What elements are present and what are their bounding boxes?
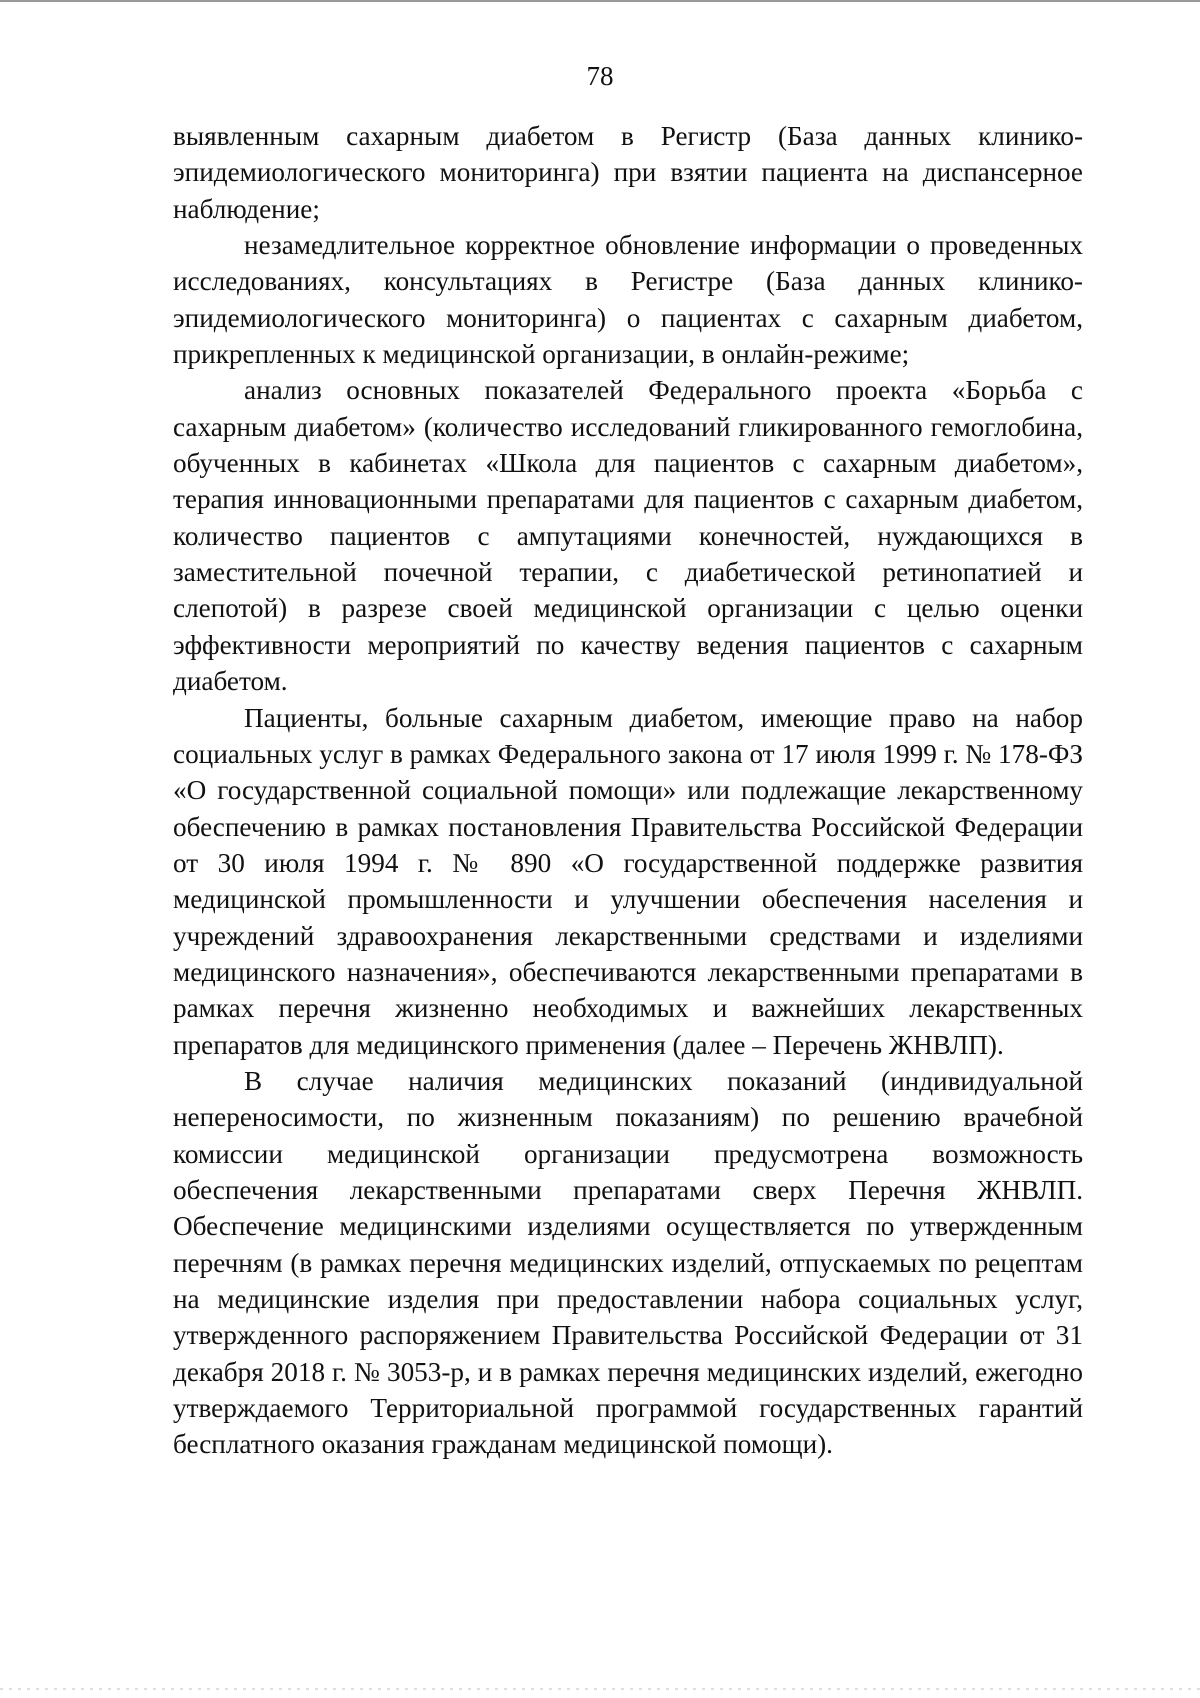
paragraph-social-services: Пациенты, больные сахарным диабетом, имеющие право на набор социальных услуг в рамках Федерального закона от 17 июля 1999 г. № 178-ФЗ «О государственной социальной помощи» или подлежащие лекарственному обеспечению в рамках постановления Правительства Российской Федерации от 30 июля 1994 г. № 890 «О государственной поддержке развития медицинской промышленности и улучшении обеспечения населения и учреждений здравоохранения лекарственными средствами и изделиями медицинского назначения», обеспечиваются лекарственными препаратами в рамках перечня жизненно необходимых и важнейших лекарственных препаратов для медицинского применения (далее – Перечень ЖНВЛП). xyxy=(173,702,1083,1060)
page-bottom-edge xyxy=(0,1688,1200,1690)
paragraph-indicators-analysis: анализ основных показателей Федерального проекта «Борьба с сахарным диабетом» (количество исследований гликированного гемоглобина, обученных в кабинетах «Школа для пациентов с сахарным диабетом», терапия инновационными препаратами для пациентов с сахарным диабетом, количество пациентов с ампутациями конечностей, нуждающихся в заместительной почечной терапии, с диабетической ретинопатией и слепотой) в разрезе своей медицинской организации с целью оценки эффективности мероприятий по качеству ведения пациентов с сахарным диабетом. xyxy=(173,375,1083,697)
page-number: 78 xyxy=(586,61,614,91)
body-text xyxy=(173,118,1083,1463)
paragraph-registry-update: незамедлительное корректное обновление информации о проведенных исследованиях, консультациях в Регистре (База данных клинико-эпидемиологического мониторинга) о пациентах с сахарным диабетом, прикрепленных к медицинской организации, в онлайн-режиме; xyxy=(173,230,1083,370)
page-top-edge xyxy=(0,0,1200,2)
paragraph-medical-indications: В случае наличия медицинских показаний (индивидуальной непереносимости, по жизненным показаниям) по решению врачебной комиссии медицинской организации предусмотрена возможность обеспечения лекарственными препаратами сверх Перечня ЖНВЛП. Обеспечение медицинскими изделиями осуществляется по утвержденным перечням (в рамках перечня медицинских изделий, отпускаемых по рецептам на медицинские изделия при предоставлении набора социальных услуг, утвержденного распоряжением Правительства Российской Федерации от 31 декабря 2018 г. № 3053-р, и в рамках перечня медицинских изделий, ежегодно утверждаемого Территориальной программой государственных гарантий бесплатного оказания гражданам медицинской помощи). xyxy=(173,1065,1083,1460)
paragraph-registry-entry: выявленным сахарным диабетом в Регистр (База данных клинико-эпидемиологического мониторинга) при взятии пациента на диспансерное наблюдение; xyxy=(173,121,1083,224)
